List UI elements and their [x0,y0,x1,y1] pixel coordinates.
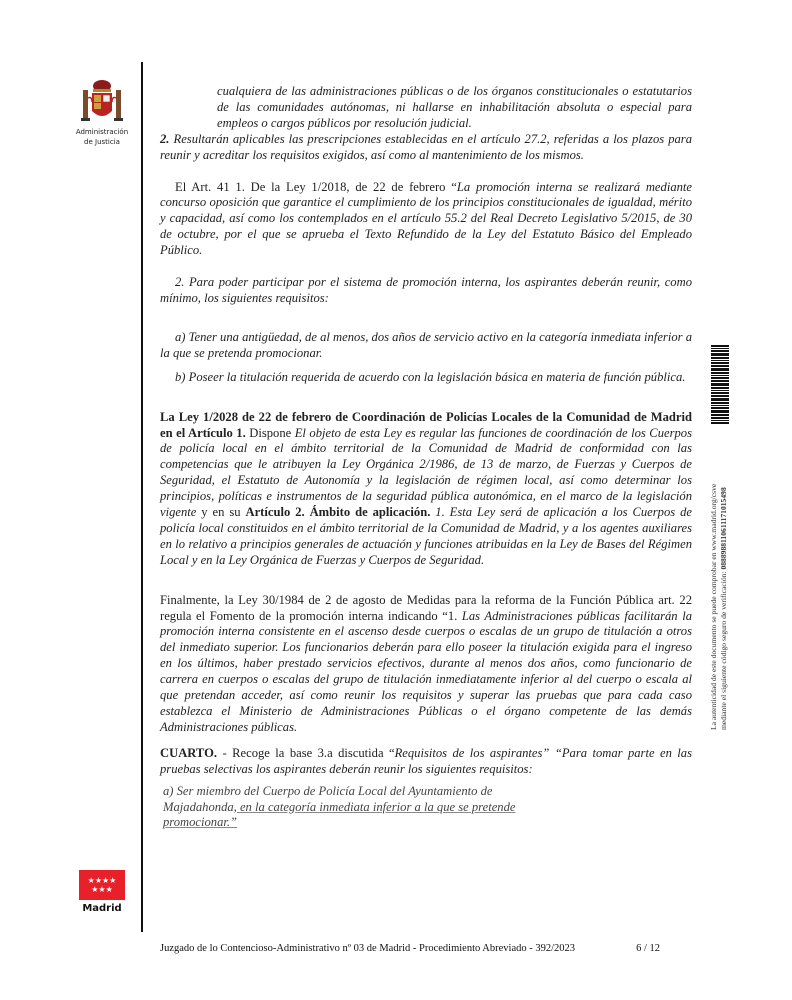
madrid-logo [77,870,127,914]
logo-caption-1: Administración [75,128,129,136]
p2-text: Resultarán aplicables las prescripciones establecidas en el artículo 27.2, referidas a los plazos para reunir y acreditar los requisitos exigidos, así como al mantenimiento de los mismos. [160,131,692,162]
p9-italic: Requisitos de los aspirantes” “Para tomar parte en las pruebas selectivas los aspirantes deberán reunir los siguientes requisitos: [160,745,692,776]
paragraph-6: b) Poseer la titulación requerida de acuerdo con la legislación básica en materia de función pública. [175,369,686,384]
verification-sidebar [697,340,737,940]
p10-text: a) Ser miembro del Cuerpo de Policía Local del Ayuntamiento de Majadahonda [163,783,493,814]
verification-code: 0888988110611171015498 [719,487,728,570]
p7-italic-1: El objeto de esta Ley es regular las funciones de coordinación de los Cuerpos de policía local en el ámbito territorial de la Comunidad de Madrid de conformidad con las competencias que le atribuyen la Ley Orgánica 2/1986, de 13 de marzo, de Fuerzas y Cuerpos de Seguridad, el Estatuto de Autonomía y la legislación de régimen local, así como determinar los principios, políticas e instrumentos de la seguridad pública autonómica, en el marco de la legislación vigente [160,425,692,520]
p3-quote: La promoción interna se realizará mediante concurso oposición que garantice el cumplimiento de los principios constitucionales de igualdad, mérito y capacidad, así como los contemplados en el artículo 55.2 del Real Decreto Legislativo 5/2015, de 30 de octubre, por el que se aprueba el Texto Refundido de la Ley del Estatuto Básico del Empleado Público. [160,179,692,258]
verification-text-2 [719,487,729,730]
paragraph-7 [160,410,692,569]
justicia-logo [74,78,130,146]
p7-bold-1: La Ley 1/2028 de 22 de febrero de Coordinación de Policías Locales de la Comunidad de Madrid en el Artículo 1. [160,409,692,440]
p8-plain: Finalmente, la Ley 30/1984 de 2 de agosto de Medidas para la reforma de la Función Pública art. 22 regula el Fomento de la promoción interna indicando “1. [160,592,692,623]
p3-lead: El Art. 41 1. De la Ley 1/2018, de 22 de febrero “ [175,179,457,194]
page-number: 6 / 12 [636,943,660,954]
p7-plain-1: Dispone [245,425,295,440]
paragraph-5: a) Tener una antigüedad, de al menos, dos años de servicio activo en la categoría inmediata inferior a la que se pretenda promocionar. [160,329,692,360]
paragraph-10 [160,784,692,832]
page-footer [160,943,692,954]
paragraph-8 [160,593,692,736]
p10-underlined: , en la categoría inmediata inferior a la que se pretende promocionar.” [163,799,516,830]
p7-italic-2: 1. Esta Ley será de aplicación a los Cuerpos de policía local constituidos en el ámbito territorial de la Comunidad de Madrid, y a los agentes auxiliares en lo relativo a principios generales de actuación y funciones atribuidas en la Ley de Bases del Régimen Local y en la Ley Orgánica de Fuerzas y Cuerpos de Seguridad. [160,505,692,567]
p7-bold-2: Artículo 2. Ámbito de aplicación. [245,505,431,520]
verification-text-1: La autenticidad de este documento se puede comprobar en www.madrid.org/csve [709,483,718,730]
p7-plain-2: y en su [196,505,246,520]
paragraph-2 [160,132,692,164]
paragraph-3 [160,180,692,260]
barcode-icon [711,345,729,455]
coat-of-arms-icon [80,78,124,126]
p8-italic: Las Administraciones públicas facilitarán la promoción interna consistente en el ascenso desde cuerpos o escalas de un grupo de titulación a otros del inmediato superior. Los funcionarios deberán para ello poseer la titulación exigida para el ingreso en los últimos, haber prestado servicios efectivos, durante al menos dos años, como funcionario de carrera en cuerpos o escalas del grupo de titulación inmediatamente inferior al del cuerpo o escala al que pretendan acceder, así como reunir los requisitos y superar las pruebas que para cada caso establezca el Ministerio de Administraciones Públicas o el órgano competente de las demás Administraciones públicas. [160,608,692,734]
paragraph-4: 2. Para poder participar por el sistema de promoción interna, los aspirantes deberán reunir, como mínimo, los siguientes requisitos: [160,275,692,305]
p9-plain: - Recoge la base 3.a discutida “ [217,745,395,760]
madrid-flag-stars-icon: ★★★★ ★★★ [79,870,125,900]
p9-bold: CUARTO. [160,745,218,760]
p2-number: 2. [160,131,170,146]
madrid-caption: Madrid [82,903,122,914]
paragraph-9 [160,746,692,778]
footer-court: Juzgado de lo Contencioso-Administrativo nº 03 de Madrid - Procedimiento Abreviado - 392/2023 [160,943,576,954]
margin-rule [141,62,143,932]
document-body [160,84,692,831]
verification-prefix: mediante el siguiente código seguro de verificación: [719,569,728,730]
quote-paragraph-1: cualquiera de las administraciones públicas o de los órganos constitucionales o estatutarios de las comunidades autónomas, ni hallarse en inhabilitación absoluta o especial para empleos o cargos públicos por resolución judicial. [217,84,692,130]
logo-caption-2: de Justicia [84,138,120,146]
